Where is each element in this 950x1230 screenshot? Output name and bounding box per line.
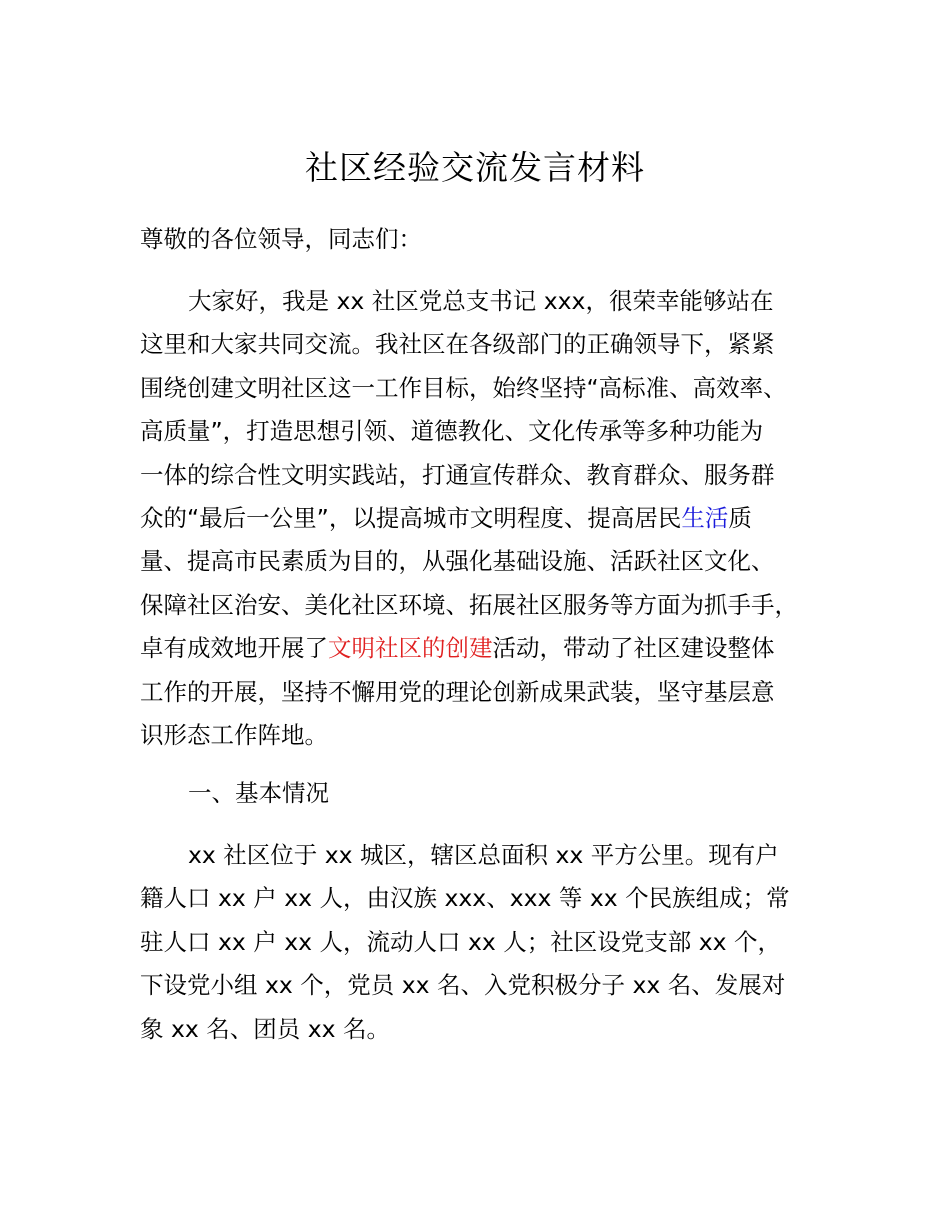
paragraph-line: 籍人口 xx 户 xx 人，由汉族 xxx、xxx 等 xx 个民族组成；常	[140, 884, 790, 913]
document-title: 社区经验交流发言材料	[305, 148, 645, 187]
paragraph-line	[140, 497, 840, 540]
paragraph-line: 工作的开展，坚持不懈用党的理论创新成果武装，坚守基层意	[140, 677, 775, 706]
paragraph-line: 高质量”，打造思想引领、道德教化、文化传承等多种功能为	[140, 417, 764, 446]
paragraph-line: 一体的综合性文明实践站，打通宣传群众、教育群众、服务群	[140, 460, 775, 489]
paragraph-line: 量、提高市民素质为目的，从强化基础设施、活跃社区文化、	[140, 547, 775, 576]
paragraph-introduction	[140, 280, 840, 757]
paragraph-text: 质	[728, 504, 752, 533]
paragraph-line: 大家好，我是 xx 社区党总支书记 xxx，很荣幸能够站在	[188, 287, 774, 315]
life-link[interactable]: 生活	[681, 504, 729, 533]
paragraph-line: 这里和大家共同交流。我社区在各级部门的正确领导下，紧紧	[140, 330, 775, 359]
salutation-text: 尊敬的各位领导，同志们：	[140, 225, 422, 253]
paragraph-line	[140, 627, 840, 670]
paragraph-basic-info	[140, 834, 840, 1051]
paragraph-line: 下设党小组 xx 个，党员 xx 名、入党积极分子 xx 名、发展对	[140, 971, 786, 1000]
civilized-community-link[interactable]: 文明社区的创建	[328, 634, 493, 663]
paragraph-line: 象 xx 名、团员 xx 名。	[140, 1014, 391, 1043]
section-heading-text: 一、基本情况	[188, 779, 329, 807]
salutation	[140, 218, 840, 261]
paragraph-line: 保障社区治安、美化社区环境、拓展社区服务等方面为抓手手，	[140, 590, 798, 619]
section-heading	[140, 772, 840, 815]
paragraph-text: 活动，带动了社区建设整体	[492, 634, 775, 663]
paragraph-text: 众的“最后一公里”，以提高城市文明程度、提高居民	[140, 504, 682, 533]
paragraph-line: 识形态工作阵地。	[140, 721, 328, 750]
paragraph-line: 驻人口 xx 户 xx 人，流动人口 xx 人；社区设党支部 xx 个，	[140, 927, 782, 956]
paragraph-line: 围绕创建文明社区这一工作目标，始终坚持“高标准、高效率、	[140, 373, 787, 402]
paragraph-text: 卓有成效地开展了	[140, 634, 328, 663]
paragraph-line: xx 社区位于 xx 城区，辖区总面积 xx 平方公里。现有户	[188, 841, 779, 869]
